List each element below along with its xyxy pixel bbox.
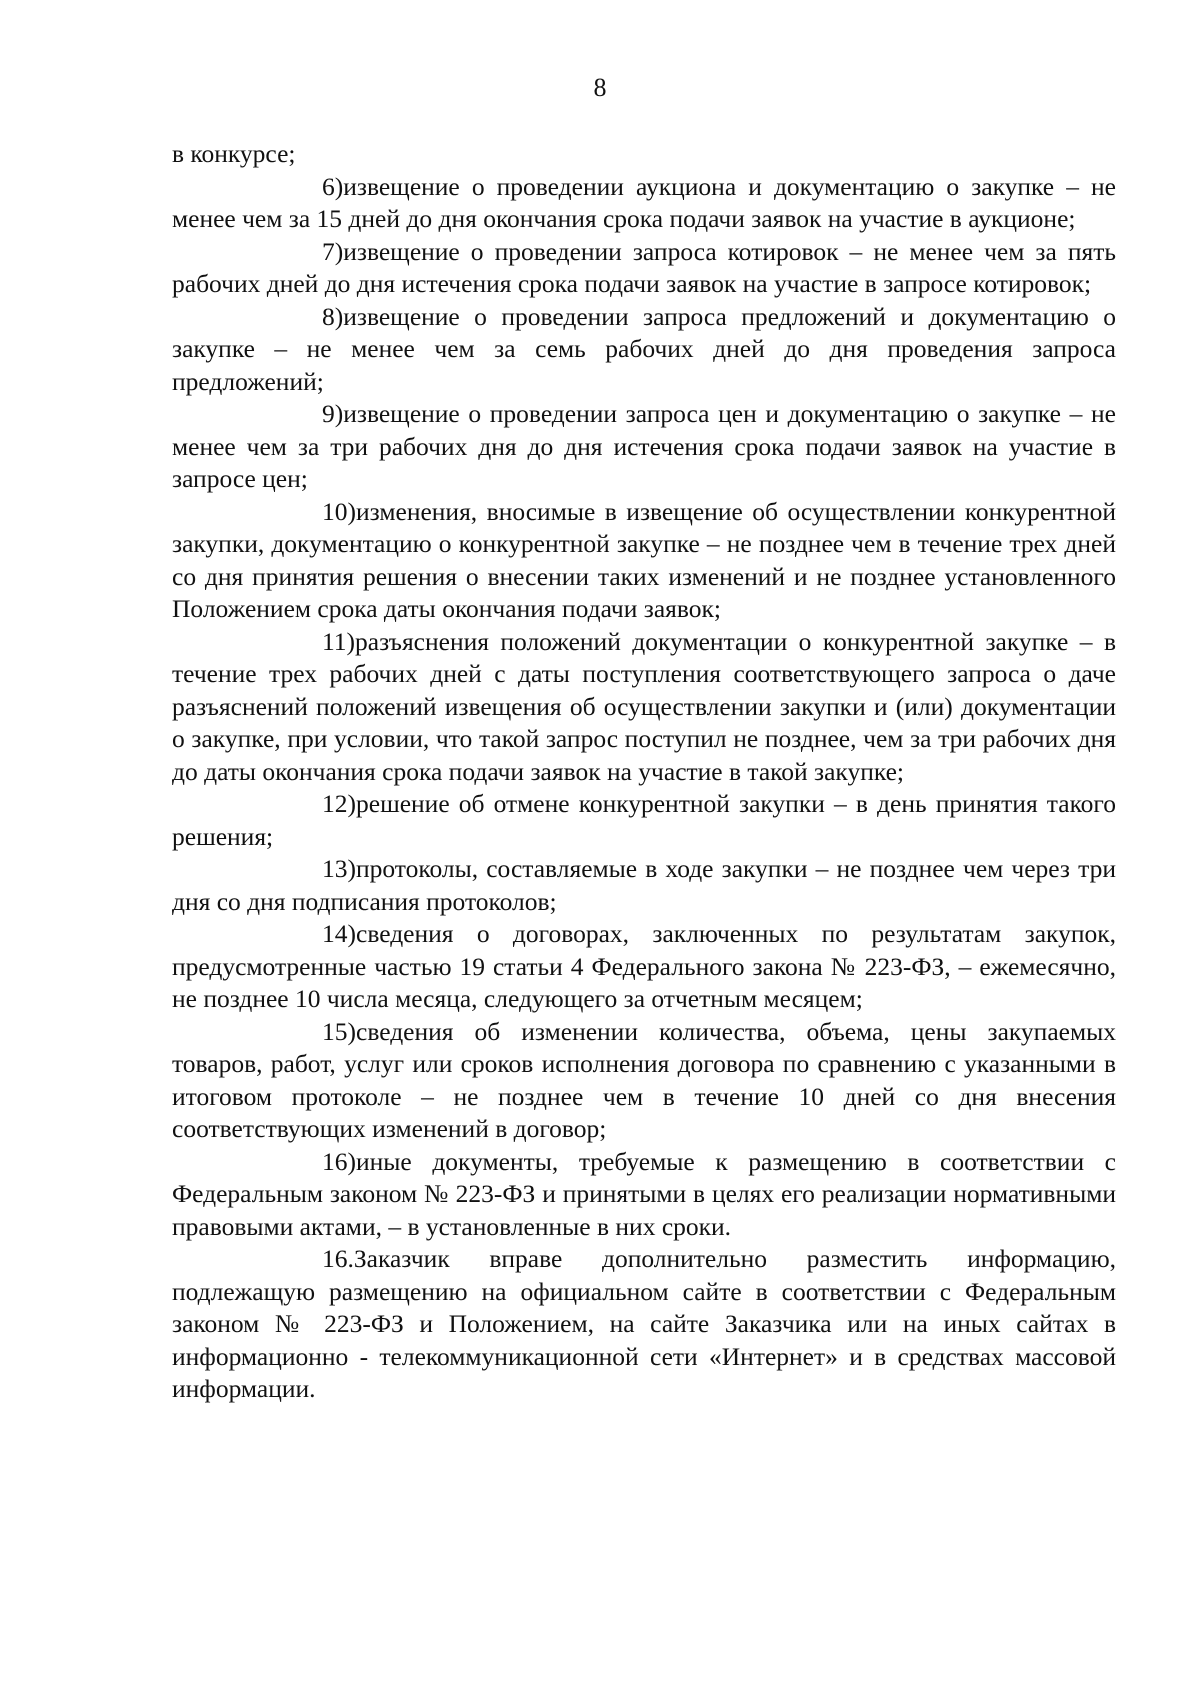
list-item-number: 12) bbox=[322, 789, 356, 818]
list-item-12 bbox=[172, 788, 1116, 853]
list-item-15 bbox=[172, 1016, 1116, 1146]
list-item-text: извещение о проведении запроса предложений и документацию о закупке – не менее чем за семь рабочих дней до дня проведения запроса предложений; bbox=[172, 301, 1116, 396]
list-item-number: 15) bbox=[322, 1016, 356, 1046]
list-item-text: изменения, вносимые в извещение об осуществлении конкурентной закупки, документацию о конкурентной закупке – не позднее чем в течение трех дней со дня принятия решения о внесении таких изменений и не позднее установленного Положением срока даты окончания подачи заявок; bbox=[172, 496, 1116, 623]
list-item-number: 7) bbox=[322, 236, 344, 266]
list-item-number: 10) bbox=[322, 496, 356, 526]
list-item-number: 13) bbox=[322, 854, 356, 883]
list-item-16 bbox=[172, 1146, 1116, 1244]
list-item-number: 16) bbox=[322, 1146, 356, 1176]
clause-16 bbox=[172, 1243, 1116, 1406]
list-item-10 bbox=[172, 496, 1116, 626]
list-item-number: 6) bbox=[322, 171, 344, 201]
list-item-number: 8) bbox=[322, 301, 344, 331]
list-item-9 bbox=[172, 398, 1116, 496]
list-item-11 bbox=[172, 626, 1116, 789]
list-item-text: извещение о проведении запроса котировок – не менее чем за пять рабочих дней до дня истечения срока подачи заявок на участие в запросе котировок; bbox=[172, 236, 1116, 298]
list-item-text: решение об отмене конкурентной закупки – в день принятия такого решения; bbox=[172, 789, 1116, 851]
list-item-text: извещение о проведении запроса цен и документацию о закупке – не менее чем за три рабочих дня до дня истечения срока подачи заявок на участие в запросе цен; bbox=[172, 399, 1116, 493]
page-number: 8 bbox=[593, 73, 607, 102]
list-item-text: протоколы, составляемые в ходе закупки – не позднее чем через три дня со дня подписания протоколов; bbox=[172, 854, 1116, 916]
paragraph-text: в конкурсе; bbox=[172, 139, 296, 168]
list-item-text: разъяснения положений документации о конкурентной закупке – в течение трех рабочих дней с даты поступления соответствующего запроса о даче разъяснений положений извещения об осуществлении закупки и (или) документации о закупке, при условии, что такой запрос поступил не позднее, чем за три рабочих дня до даты окончания срока подачи заявок на участие в такой закупке; bbox=[172, 626, 1116, 786]
list-item-number: 9) bbox=[322, 399, 344, 428]
list-item-text: извещение о проведении аукциона и документацию о закупке – не менее чем за 15 дней до дня окончания срока подачи заявок на участие в аукционе; bbox=[172, 171, 1116, 233]
list-item-number: 14) bbox=[322, 919, 356, 948]
list-item-number: 11) bbox=[322, 626, 356, 656]
document-body bbox=[172, 138, 1116, 1406]
list-item-14 bbox=[172, 918, 1116, 1016]
clause-number: 16. bbox=[322, 1244, 354, 1273]
list-item-text: иные документы, требуемые к размещению в соответствии с Федеральным законом № 223-ФЗ и принятыми в целях его реализации нормативными правовыми актами, – в установленные в них сроки. bbox=[172, 1146, 1116, 1241]
list-item-text: сведения об изменении количества, объема, цены закупаемых товаров, работ, услуг или сроков исполнения договора по сравнению с указанными в итоговом протоколе – не позднее чем в течение 10 дней со дня внесения соответствующих изменений в договор; bbox=[172, 1016, 1116, 1143]
list-item-7 bbox=[172, 236, 1116, 301]
list-item-13 bbox=[172, 853, 1116, 918]
clause-text: Заказчик вправе дополнительно разместить информацию, подлежащую размещению на официальном сайте в соответствии с Федеральным законом № 223-ФЗ и Положением, на сайте Заказчика или на иных сайтах в информационно - телекоммуникационной сети «Интернет» и в средствах массовой информации. bbox=[172, 1244, 1116, 1403]
list-item-text: сведения о договорах, заключенных по результатам закупок, предусмотренные частью 19 статьи 4 Федерального закона № 223-ФЗ, – ежемесячно, не позднее 10 числа месяца, следующего за отчетным месяцем; bbox=[172, 919, 1116, 1013]
list-item-8 bbox=[172, 301, 1116, 399]
paragraph-continuation bbox=[172, 138, 1116, 171]
list-item-6 bbox=[172, 171, 1116, 236]
